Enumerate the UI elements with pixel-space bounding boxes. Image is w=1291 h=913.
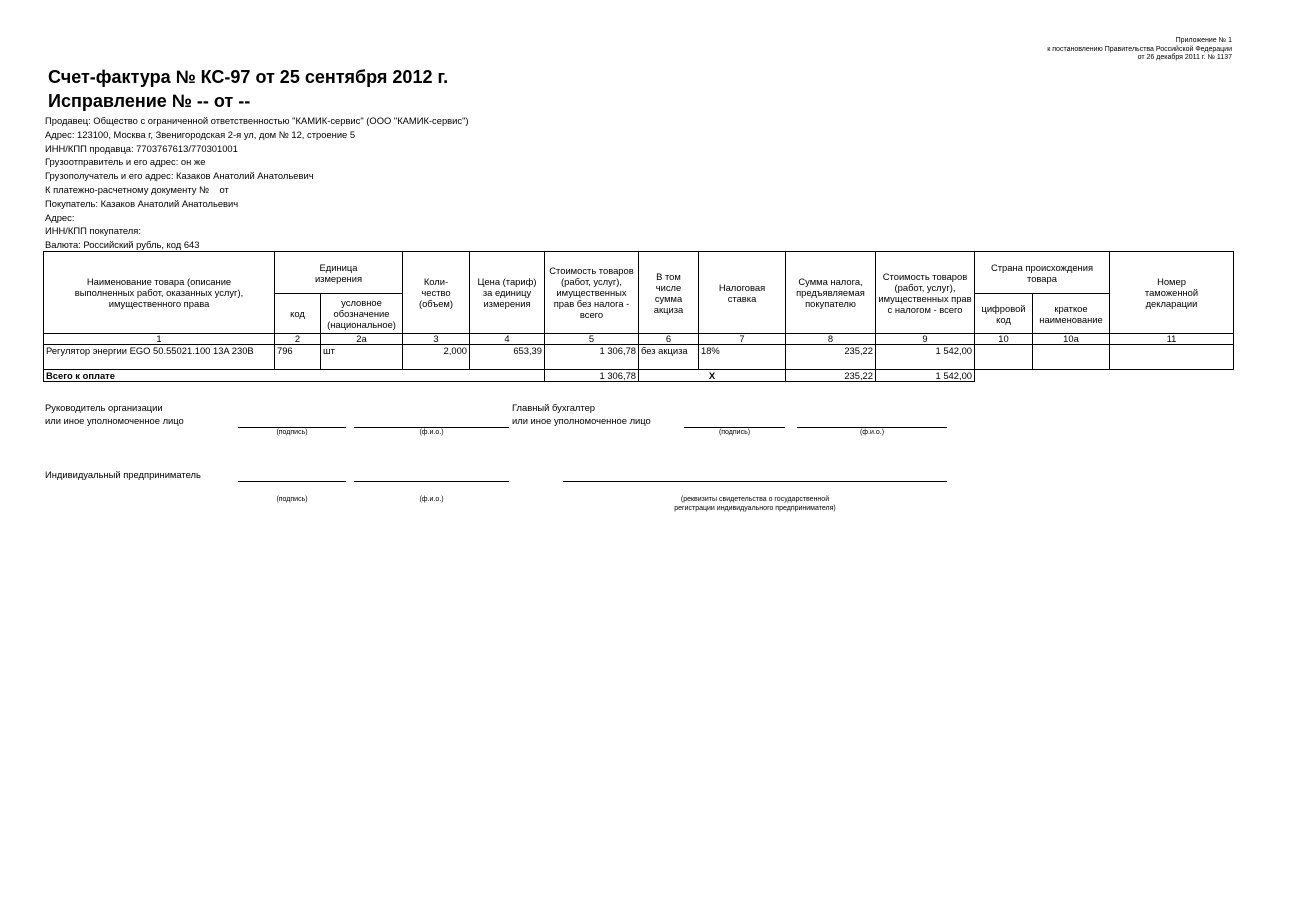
requisites-caption-line-2: регистрации индивидуального предпринимателя) xyxy=(674,504,836,512)
column-number: 4 xyxy=(470,334,545,345)
invoice-title: Счет-фактура № КС-97 от 25 сентября 2012 г. xyxy=(48,67,449,87)
item-country-code xyxy=(975,345,1033,370)
entrepreneur-requisites-caption xyxy=(563,496,947,513)
appendix-line-3: от 26 декабря 2011 г. № 1137 xyxy=(1137,54,1232,61)
entrepreneur-name-caption: (ф.и.о.) xyxy=(419,496,444,503)
header-country-name: краткое наименование xyxy=(1033,294,1110,334)
column-number: 10а xyxy=(1033,334,1110,345)
appendix-line-1: Приложение № 1 xyxy=(1175,37,1232,44)
header-unit-code: код xyxy=(275,294,321,334)
buyer-inn: ИНН/КПП покупателя: xyxy=(45,225,141,237)
entrepreneur-signature-caption: (подпись) xyxy=(276,496,308,503)
accountant-label-line-2: или иное уполномоченное лицо xyxy=(512,414,651,426)
item-cost-no-tax: 1 306,78 xyxy=(545,345,639,370)
header-unit: Единица измерения xyxy=(275,252,403,294)
head-signature-label xyxy=(45,402,184,427)
header-tax-sum: Сумма налога, предъявляемая покупателю xyxy=(786,252,876,334)
appendix-note xyxy=(1047,37,1232,63)
accountant-signature-caption: (подпись) xyxy=(718,429,751,436)
consignee: Грузополучатель и его адрес: Казаков Анатолий Анатольевич xyxy=(45,170,314,182)
total-empty xyxy=(975,370,1234,382)
column-number: 2а xyxy=(321,334,403,345)
invoice-table xyxy=(43,251,1234,382)
column-number: 1 xyxy=(44,334,275,345)
item-name: Регулятор энергии EGO 50.55021.100 13A 230В xyxy=(44,345,275,370)
header-name: Наименование товара (описание выполненных работ, оказанных услуг), имущественного права xyxy=(44,252,275,334)
header-cost-with-tax: Стоимость товаров (работ, услуг), имущественных прав с налогом - всего xyxy=(876,252,975,334)
column-number: 8 xyxy=(786,334,876,345)
total-cost-no-tax: 1 306,78 xyxy=(545,370,639,382)
item-country-name xyxy=(1033,345,1110,370)
item-tax-sum: 235,22 xyxy=(786,345,876,370)
requisites-caption-line-1: (реквизиты свидетельства о государственной xyxy=(680,496,830,503)
accountant-signature-line xyxy=(684,427,785,428)
total-tax-sum: 235,22 xyxy=(786,370,876,382)
item-customs xyxy=(1110,345,1234,370)
header-country-code: цифровой код xyxy=(975,294,1033,334)
item-cost-with-tax: 1 542,00 xyxy=(876,345,975,370)
appendix-line-2: к постановлению Правительства Российской Федерации xyxy=(1047,45,1232,53)
seller-inn: ИНН/КПП продавца: 7703767613/770301001 xyxy=(45,142,238,154)
total-label: Всего к оплате xyxy=(44,370,545,382)
entrepreneur-label: Индивидуальный предприниматель xyxy=(45,469,201,480)
currency: Валюта: Российский рубль, код 643 xyxy=(45,239,200,251)
header-tax-rate: Налоговая ставка xyxy=(699,252,786,334)
accountant-signature-label xyxy=(512,402,651,427)
accountant-name-line xyxy=(797,427,947,428)
head-label-line-1: Руководитель организации xyxy=(45,402,163,413)
column-number: 11 xyxy=(1110,334,1234,345)
head-name-line xyxy=(354,427,509,428)
column-number: 9 xyxy=(876,334,975,345)
header-cost-no-tax: Стоимость товаров (работ, услуг), имущественных прав без налога - всего xyxy=(545,252,639,334)
item-qty: 2,000 xyxy=(403,345,470,370)
head-label-line-2: или иное уполномоченное лицо xyxy=(45,414,184,426)
item-tax-rate: 18% xyxy=(699,345,786,370)
column-number: 3 xyxy=(403,334,470,345)
correction-title: Исправление № -- от -- xyxy=(48,91,251,111)
buyer: Покупатель: Казаков Анатолий Анатольевич xyxy=(45,197,239,209)
head-signature-line xyxy=(238,427,346,428)
shipper: Грузоотправитель и его адрес: он же xyxy=(45,156,206,168)
entrepreneur-signature-line xyxy=(238,481,346,482)
accountant-label-line-1: Главный бухгалтер xyxy=(512,402,596,413)
item-unit-code: 796 xyxy=(275,345,321,370)
seller: Продавец: Общество с ограниченной ответственностью "КАМИК-сервис" (ООО "КАМИК-сервис") xyxy=(45,115,469,126)
seller-address: Адрес: 123100, Москва г, Звенигородская 2-я ул, дом № 12, строение 5 xyxy=(45,128,356,140)
item-unit-symbol: шт xyxy=(321,345,403,370)
item-excise: без акциза xyxy=(639,345,699,370)
header-excise: В том числе сумма акциза xyxy=(639,252,699,334)
table-row xyxy=(44,345,1234,370)
column-number: 2 xyxy=(275,334,321,345)
total-row xyxy=(44,370,1234,382)
column-number: 10 xyxy=(975,334,1033,345)
header-price: Цена (тариф) за единицу измерения xyxy=(470,252,545,334)
total-cost-with-tax: 1 542,00 xyxy=(876,370,975,382)
column-number: 6 xyxy=(639,334,699,345)
column-number: 5 xyxy=(545,334,639,345)
invoice-info xyxy=(45,114,469,252)
buyer-address: Адрес: xyxy=(45,211,75,223)
entrepreneur-name-line xyxy=(354,481,509,482)
header-qty: Коли-чество (объем) xyxy=(403,252,470,334)
item-price: 653,39 xyxy=(470,345,545,370)
total-mark: X xyxy=(639,370,786,382)
column-number: 7 xyxy=(699,334,786,345)
head-signature-caption: (подпись) xyxy=(276,429,308,436)
payment-doc: К платежно-расчетному документу № от xyxy=(45,183,229,195)
entrepreneur-requisites-line xyxy=(563,481,947,482)
header-customs: Номер таможенной декларации xyxy=(1110,252,1234,334)
header-country: Страна происхождения товара xyxy=(975,252,1110,294)
head-name-caption: (ф.и.о.) xyxy=(419,429,444,436)
accountant-name-caption: (ф.и.о.) xyxy=(859,429,885,436)
header-unit-symbol: условное обозначение (национальное) xyxy=(321,294,403,334)
